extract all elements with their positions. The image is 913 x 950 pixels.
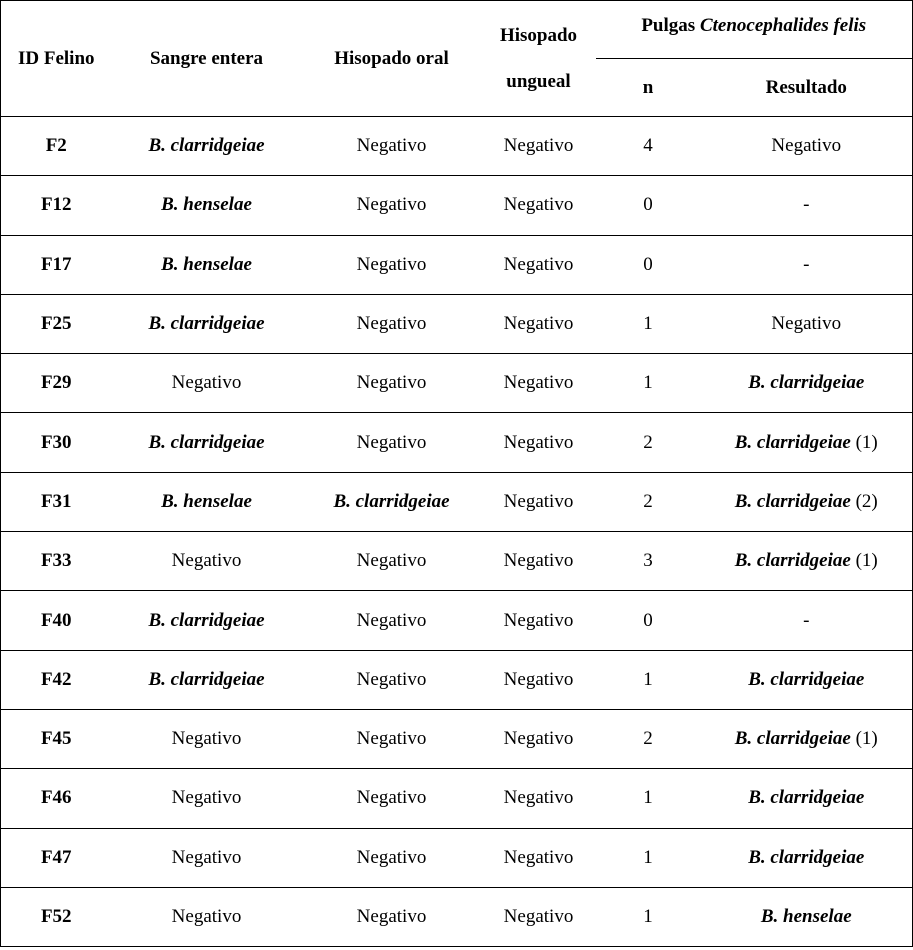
header-sangre: Sangre entera xyxy=(149,47,264,69)
cell-n: 3 xyxy=(596,532,701,591)
resultado-count: (1) xyxy=(850,550,878,572)
table-row xyxy=(1,413,913,472)
cell-sangre: Negativo xyxy=(112,354,302,413)
cell-oral: Negativo xyxy=(302,176,482,235)
cell-sangre: B. clarridgeiae xyxy=(112,413,302,472)
cell-ungueal: Negativo xyxy=(482,769,596,828)
cell-resultado xyxy=(701,294,913,353)
cell-ungueal: Negativo xyxy=(482,591,596,650)
cell-n: 1 xyxy=(596,650,701,709)
cell-sangre: Negativo xyxy=(112,532,302,591)
cell-n: 0 xyxy=(596,176,701,235)
table-row xyxy=(1,650,913,709)
cell-oral: Negativo xyxy=(302,828,482,887)
cell-oral: Negativo xyxy=(302,591,482,650)
resultado-value: B. clarridgeiae xyxy=(748,372,865,394)
cell-n: 1 xyxy=(596,887,701,946)
cell-resultado xyxy=(701,828,913,887)
header-ungueal xyxy=(482,1,596,117)
cell-id: F12 xyxy=(1,176,112,235)
cell-ungueal: Negativo xyxy=(482,294,596,353)
cell-oral: Negativo xyxy=(302,650,482,709)
cell-resultado xyxy=(701,769,913,828)
cell-n: 2 xyxy=(596,413,701,472)
cell-ungueal: Negativo xyxy=(482,887,596,946)
resultado-count: (1) xyxy=(850,431,878,453)
cell-ungueal: Negativo xyxy=(482,354,596,413)
cell-ungueal: Negativo xyxy=(482,709,596,768)
table-row xyxy=(1,532,913,591)
cell-id: F2 xyxy=(1,117,112,176)
cell-oral: Negativo xyxy=(302,532,482,591)
cell-resultado xyxy=(701,887,913,946)
resultado-value: Negativo xyxy=(771,313,842,335)
cell-id: F30 xyxy=(1,413,112,472)
cell-id: F42 xyxy=(1,650,112,709)
cell-oral: Negativo xyxy=(302,887,482,946)
resultado-value: B. clarridgeiae xyxy=(748,668,865,690)
cell-sangre: B. henselae xyxy=(112,176,302,235)
cell-resultado xyxy=(701,117,913,176)
table-row xyxy=(1,235,913,294)
cell-resultado xyxy=(701,650,913,709)
table-body xyxy=(1,117,913,947)
cell-resultado xyxy=(701,354,913,413)
resultado-value: - xyxy=(803,609,810,631)
header-resultado: Resultado xyxy=(765,76,847,98)
resultado-value: Negativo xyxy=(771,135,842,157)
resultado-value: B. clarridgeiae xyxy=(734,550,851,572)
cell-oral: Negativo xyxy=(302,354,482,413)
cell-sangre: B. henselae xyxy=(112,472,302,531)
table-row xyxy=(1,176,913,235)
cell-id: F46 xyxy=(1,769,112,828)
cell-id: F45 xyxy=(1,709,112,768)
cell-sangre: Negativo xyxy=(112,887,302,946)
header-n: n xyxy=(642,76,654,98)
cell-ungueal: Negativo xyxy=(482,117,596,176)
cell-resultado xyxy=(701,472,913,531)
cell-sangre: B. henselae xyxy=(112,235,302,294)
cell-oral: Negativo xyxy=(302,413,482,472)
table-row xyxy=(1,117,913,176)
resultado-value: B. clarridgeiae xyxy=(734,431,851,453)
resultado-value: B. clarridgeiae xyxy=(748,846,865,868)
cell-oral: Negativo xyxy=(302,294,482,353)
header-pulgas-species: Ctenocephalides felis xyxy=(699,15,867,36)
header-pulgas-prefix: Pulgas xyxy=(641,15,696,36)
cell-n: 1 xyxy=(596,769,701,828)
cell-id: F31 xyxy=(1,472,112,531)
header-ungueal-line1: Hisopado xyxy=(499,24,578,46)
cell-resultado xyxy=(701,235,913,294)
table-row xyxy=(1,354,913,413)
cell-sangre: B. clarridgeiae xyxy=(112,117,302,176)
cell-sangre: Negativo xyxy=(112,769,302,828)
cell-oral: Negativo xyxy=(302,709,482,768)
cell-oral: Negativo xyxy=(302,769,482,828)
cell-id: F52 xyxy=(1,887,112,946)
cell-resultado xyxy=(701,532,913,591)
cell-oral: Negativo xyxy=(302,235,482,294)
cell-ungueal: Negativo xyxy=(482,176,596,235)
cell-resultado xyxy=(701,413,913,472)
cell-ungueal: Negativo xyxy=(482,650,596,709)
cell-n: 0 xyxy=(596,591,701,650)
cell-n: 2 xyxy=(596,472,701,531)
cell-resultado xyxy=(701,591,913,650)
cell-ungueal: Negativo xyxy=(482,235,596,294)
resultado-count: (1) xyxy=(850,728,878,750)
resultado-count: (2) xyxy=(850,490,878,512)
cell-id: F29 xyxy=(1,354,112,413)
cell-id: F47 xyxy=(1,828,112,887)
cell-resultado xyxy=(701,176,913,235)
cell-id: F25 xyxy=(1,294,112,353)
cell-sangre: B. clarridgeiae xyxy=(112,650,302,709)
cell-id: F17 xyxy=(1,235,112,294)
resultado-value: B. clarridgeiae xyxy=(734,490,851,512)
table-row xyxy=(1,472,913,531)
table-row xyxy=(1,887,913,946)
table-row xyxy=(1,294,913,353)
resultado-value: B. henselae xyxy=(760,906,852,927)
cell-sangre: Negativo xyxy=(112,709,302,768)
cell-n: 2 xyxy=(596,709,701,768)
cell-oral: Negativo xyxy=(302,117,482,176)
header-ungueal-line2: ungueal xyxy=(506,70,571,92)
cell-oral: B. clarridgeiae xyxy=(302,472,482,531)
cell-resultado xyxy=(701,709,913,768)
header-pulgas xyxy=(596,1,913,59)
cell-n: 1 xyxy=(596,294,701,353)
resultado-value: - xyxy=(803,194,810,216)
cell-ungueal: Negativo xyxy=(482,472,596,531)
table-row xyxy=(1,828,913,887)
cell-n: 4 xyxy=(596,117,701,176)
cell-sangre: Negativo xyxy=(112,828,302,887)
cell-n: 0 xyxy=(596,235,701,294)
table-row xyxy=(1,591,913,650)
cell-n: 1 xyxy=(596,828,701,887)
cell-id: F40 xyxy=(1,591,112,650)
cell-sangre: B. clarridgeiae xyxy=(112,294,302,353)
cell-sangre: B. clarridgeiae xyxy=(112,591,302,650)
cell-id: F33 xyxy=(1,532,112,591)
header-oral: Hisopado oral xyxy=(334,47,449,69)
resultado-value: - xyxy=(803,253,810,275)
cell-ungueal: Negativo xyxy=(482,532,596,591)
cell-ungueal: Negativo xyxy=(482,413,596,472)
table-header xyxy=(1,1,913,117)
cell-n: 1 xyxy=(596,354,701,413)
table-row xyxy=(1,769,913,828)
cell-ungueal: Negativo xyxy=(482,828,596,887)
header-id: ID Felino xyxy=(17,47,95,69)
table-row xyxy=(1,709,913,768)
resultado-value: B. clarridgeiae xyxy=(734,728,851,750)
resultado-value: B. clarridgeiae xyxy=(748,787,865,809)
